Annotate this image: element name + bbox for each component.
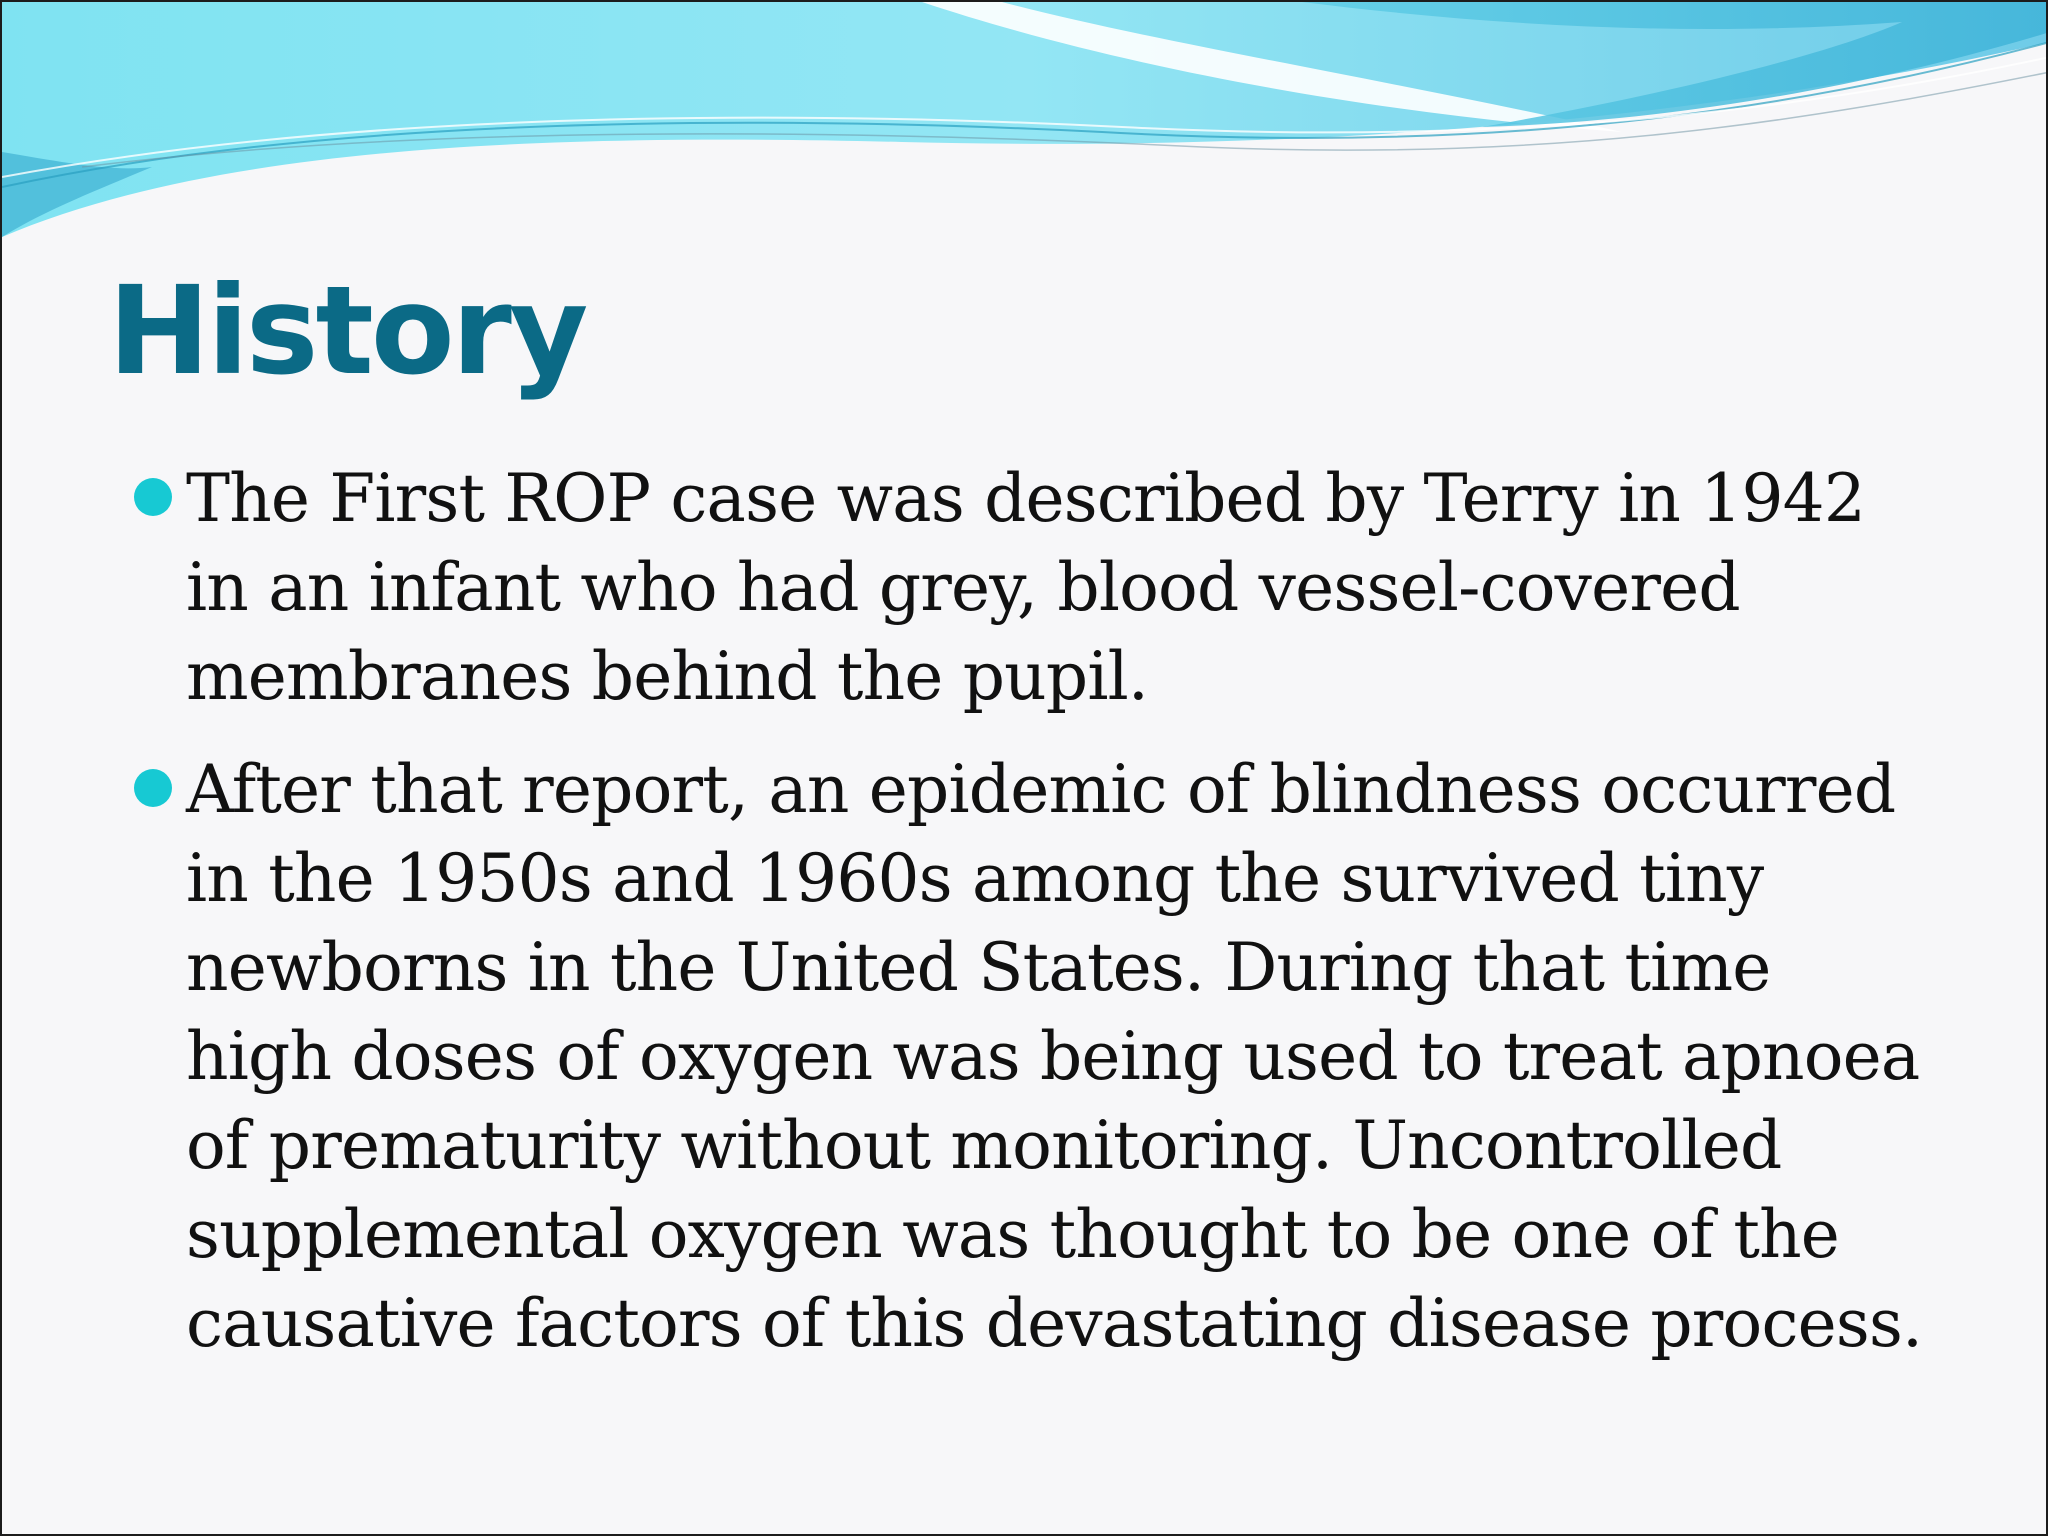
- bullet-text: The First ROP case was described by Terry in 1942 in an infant who had grey, blood vessel-covered membranes behind the pupil.: [186, 460, 1866, 715]
- list-item: [130, 454, 1930, 721]
- bullet-text: After that report, an epidemic of blindness occurred in the 1950s and 1960s among the survived tiny newborns in the United States. During that time high doses of oxygen was being used to treat apnoea of prematurity without monitoring. Uncontrolled supplemental oxygen was thought to be one of the causative factors of this devastating disease process.: [186, 751, 1923, 1362]
- bullet-dot-icon: [134, 478, 172, 516]
- bullet-list: [130, 454, 1930, 1392]
- bullet-dot-icon: [134, 769, 172, 807]
- list-item: [130, 745, 1930, 1368]
- header-wave-decoration: [2, 2, 2048, 242]
- slide-title: History: [108, 260, 586, 402]
